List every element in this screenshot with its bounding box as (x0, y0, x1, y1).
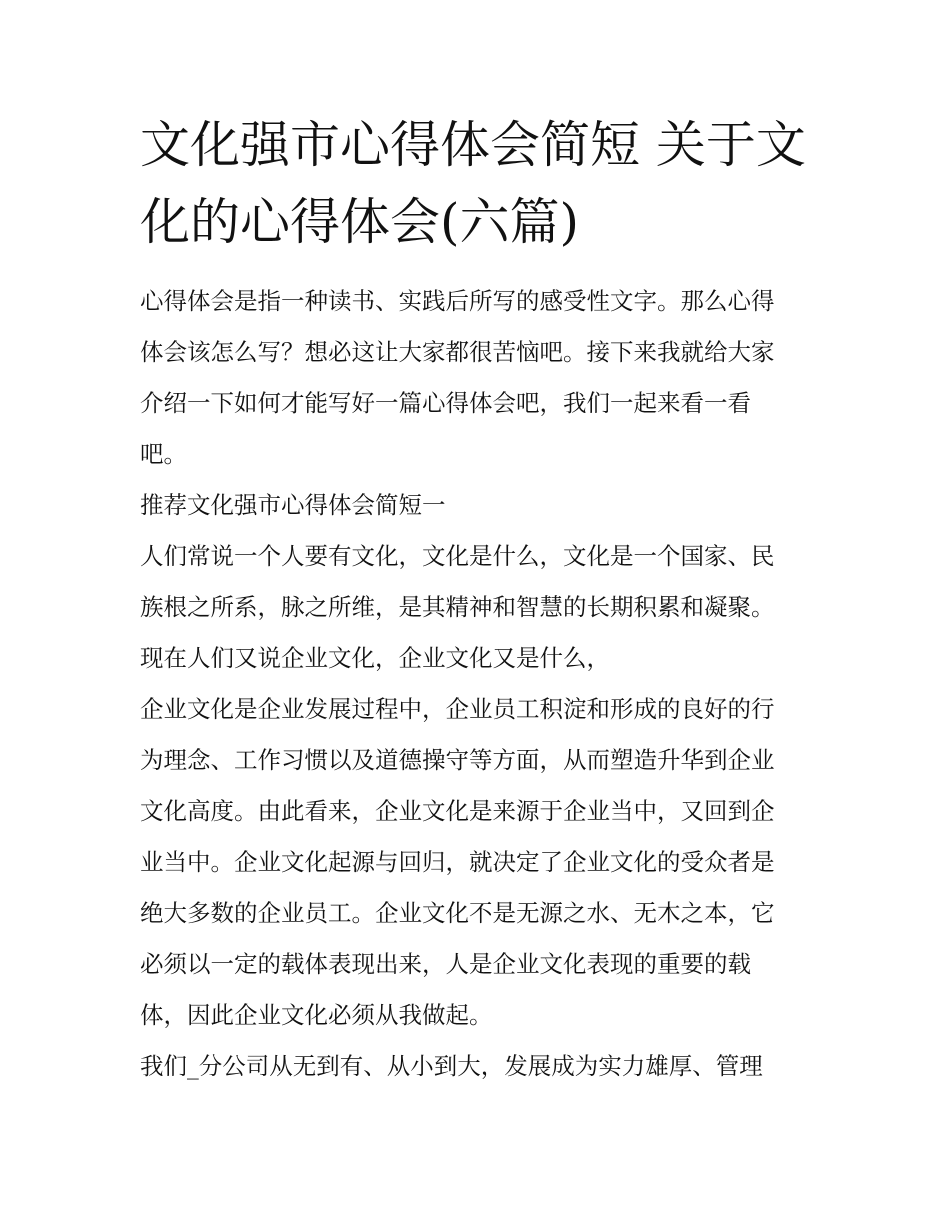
intro-line-3: 介绍一下如何才能写好一篇心得体会吧，我们一起来看一看 (140, 389, 751, 417)
document-title-line-2: 化的心得体会(六篇) (140, 193, 580, 251)
intro-line-1: 心得体会是指一种读书、实践后所写的感受性文字。那么心得 (140, 287, 775, 315)
paragraph-line: 人们常说一个人要有文化，文化是什么，文化是一个国家、民 (140, 542, 775, 570)
paragraph-line: 族根之所系，脉之所维，是其精神和智慧的长期积累和凝聚。 (140, 593, 775, 621)
paragraph-line: 文化高度。由此看来，企业文化是来源于企业当中，又回到企 (140, 797, 775, 825)
document-title-line-1: 文化强市心得体会简短 关于文 (140, 116, 806, 174)
paragraph-line: 我们_分公司从无到有、从小到大，发展成为实力雄厚、管理 (140, 1052, 763, 1080)
intro-line-4: 吧。 (140, 440, 187, 468)
paragraph-line: 现在人们又说企业文化，企业文化又是什么， (140, 644, 610, 672)
paragraph-line: 业当中。企业文化起源与回归，就决定了企业文化的受众者是 (140, 848, 775, 876)
paragraph-line: 企业文化是企业发展过程中，企业员工积淀和形成的良好的行 (140, 695, 775, 723)
paragraph-line: 绝大多数的企业员工。企业文化不是无源之水、无木之本，它 (140, 899, 775, 927)
paragraph-line: 必须以一定的载体表现出来，人是企业文化表现的重要的载 (140, 950, 751, 978)
intro-line-2: 体会该怎么写？想必这让大家都很苦恼吧。接下来我就给大家 (140, 338, 775, 366)
paragraph-line: 体，因此企业文化必须从我做起。 (140, 1001, 493, 1029)
section-heading: 推荐文化强市心得体会简短一 (140, 491, 446, 519)
paragraph-line: 为理念、工作习惯以及道德操守等方面，从而塑造升华到企业 (140, 746, 775, 774)
